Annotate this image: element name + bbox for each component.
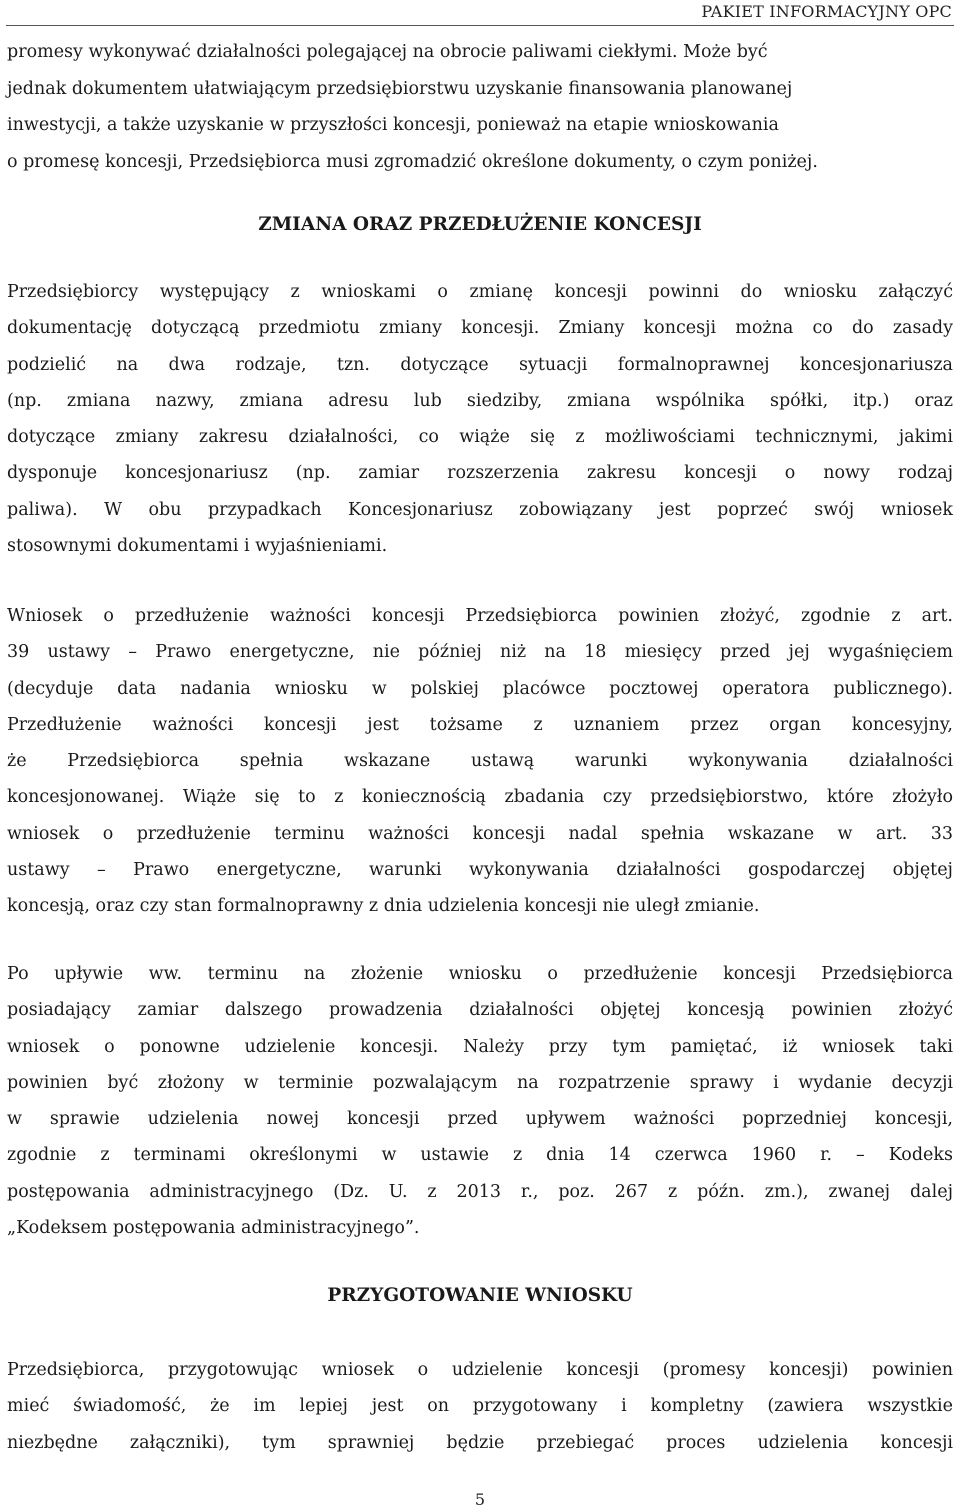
text-line: postępowania administracyjnego (Dz. U. z 2013 r., poz. 267 z późn. zm.), zwanej dalej <box>7 1181 953 1202</box>
paragraph-change-concession <box>7 274 953 564</box>
intro-paragraph <box>7 34 953 180</box>
header-divider <box>6 25 954 26</box>
text-line: dokumentację dotyczącą przedmiotu zmiany koncesji. Zmiany koncesji można co do zasady <box>7 318 953 339</box>
text-line: 39 ustawy – Prawo energetyczne, nie później niż na 18 miesięcy przed jej wygaśnięciem <box>7 642 953 663</box>
text-line: Wniosek o przedłużenie ważności koncesji Przedsiębiorca powinien złożyć, zgodnie z art. <box>7 606 953 626</box>
text-line: promesy wykonywać działalności polegającej na obrocie paliwami ciekłymi. Może być <box>7 42 768 62</box>
text-line: inwestycji, a także uzyskanie w przyszłości koncesji, ponieważ na etapie wnioskowania <box>7 115 779 135</box>
section-heading-application-preparation: PRZYGOTOWANIE WNIOSKU <box>327 1285 633 1306</box>
text-line: koncesjonowanej. Wiąże się to z koniecznością zbadania czy przedsiębiorstwo, które złożyło <box>7 787 953 808</box>
text-line: mieć świadomość, że im lepiej jest on przygotowany i kompletny (zawiera wszystkie <box>7 1396 953 1417</box>
text-line: wniosek o przedłużenie terminu ważności koncesji nadal spełnia wskazane w art. 33 <box>7 823 953 844</box>
text-line: podzielić na dwa rodzaje, tzn. dotyczące sytuacji formalnoprawnej koncesjonariusza <box>7 354 953 375</box>
text-line: zgodnie z terminami określonymi w ustawie z dnia 14 czerwca 1960 r. – Kodeks <box>7 1145 953 1166</box>
text-line: (np. zmiana nazwy, zmiana adresu lub siedziby, zmiana wspólnika spółki, itp.) oraz <box>7 390 953 411</box>
text-line: niezbędne załączniki), tym sprawniej będzie przebiegać proces udzielenia koncesji <box>7 1432 953 1453</box>
text-line: o promesę koncesji, Przedsiębiorca musi zgromadzić określone dokumenty, o czym poniżej. <box>7 151 818 172</box>
text-line: ustawy – Prawo energetyczne, warunki wykonywania działalności gospodarczej objętej <box>7 860 953 881</box>
paragraph-extension <box>7 598 953 925</box>
text-line: posiadający zamiar dalszego prowadzenia działalności objętej koncesją powinien złożyć <box>7 1000 953 1021</box>
text-line: paliwa). W obu przypadkach Koncesjonariusz zobowiązany jest poprzeć swój wniosek <box>7 499 953 520</box>
text-line: Przedłużenie ważności koncesji jest tożsame z uznaniem przez organ koncesyjny, <box>7 714 953 735</box>
text-line: dotyczące zmiany zakresu działalności, co wiąże się z możliwościami technicznymi, jakimi <box>7 427 953 448</box>
text-line: Po upływie ww. terminu na złożenie wniosku o przedłużenie koncesji Przedsiębiorca <box>7 964 953 984</box>
text-line: (decyduje data nadania wniosku w polskiej placówce pocztowej operatora publicznego). <box>7 678 953 699</box>
text-line: powinien być złożony w terminie pozwalającym na rozpatrzenie sprawy i wydanie decyzji <box>7 1072 953 1093</box>
paragraph-after-deadline <box>7 956 953 1246</box>
text-line: wniosek o ponowne udzielenie koncesji. Należy przy tym pamiętać, iż wniosek taki <box>7 1036 953 1057</box>
text-line: że Przedsiębiorca spełnia wskazane ustawą warunki wykonywania działalności <box>7 751 953 772</box>
text-line: dysponuje koncesjonariusz (np. zamiar rozszerzenia zakresu koncesji o nowy rodzaj <box>7 463 953 484</box>
page-number: 5 <box>474 1490 486 1509</box>
text-line: Przedsiębiorcy występujący z wnioskami o zmianę koncesji powinni do wniosku załączyć <box>7 282 953 302</box>
running-header: PAKIET INFORMACYJNY OPC <box>701 2 952 21</box>
section-heading-change-extension: ZMIANA ORAZ PRZEDŁUŻENIE KONCESJI <box>258 214 702 235</box>
text-line: koncesją, oraz czy stan formalnoprawny z dnia udzielenia koncesji nie uległ zmianie. <box>7 896 760 917</box>
paragraph-preparation <box>7 1352 953 1461</box>
text-line: „Kodeksem postępowania administracyjnego”. <box>7 1218 420 1239</box>
text-line: stosownymi dokumentami i wyjaśnieniami. <box>7 536 388 557</box>
text-line: jednak dokumentem ułatwiającym przedsiębiorstwu uzyskanie finansowania planowanej <box>7 78 793 99</box>
text-line: w sprawie udzielenia nowej koncesji przed upływem ważności poprzedniej koncesji, <box>7 1109 953 1130</box>
text-line: Przedsiębiorca, przygotowując wniosek o udzielenie koncesji (promesy koncesji) powinien <box>7 1360 953 1380</box>
